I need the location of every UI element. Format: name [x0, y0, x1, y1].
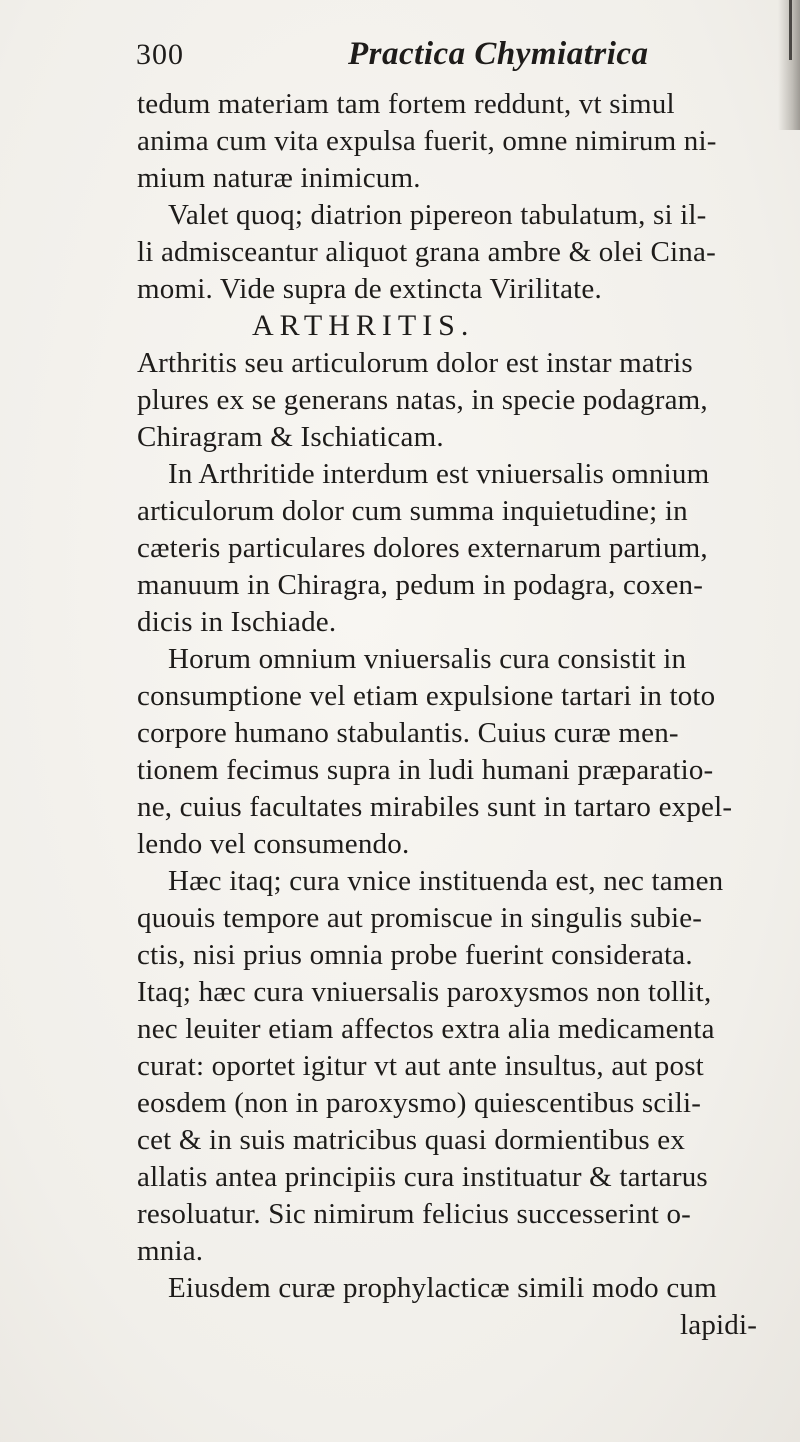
text-line: Valet quoq; diatrion pipereon tabulatum, si il-	[168, 199, 707, 231]
running-head: Practica Chymiatrica	[348, 36, 649, 72]
text-line: articulorum dolor cum summa inquietudine; in	[137, 495, 688, 527]
text-line: allatis antea principiis cura instituatur & tartarus	[137, 1161, 708, 1193]
text-line: dicis in Ischiade.	[137, 606, 337, 638]
text-line: cet & in suis matricibus quasi dormientibus ex	[137, 1124, 686, 1156]
catchword: lapidi-	[680, 1309, 758, 1341]
text-line: nec leuiter etiam affectos extra alia medicamenta	[137, 1013, 715, 1045]
page-header	[136, 38, 696, 86]
text-line: cæteris particulares dolores externarum partium,	[137, 532, 708, 564]
text-line: consumptione vel etiam expulsione tartari in toto	[137, 680, 716, 712]
section-heading: ARTHRITIS.	[252, 309, 475, 342]
text-line: quouis tempore aut promiscue in singulis subie-	[137, 902, 703, 934]
text-line: Itaq; hæc cura vniuersalis paroxysmos non tollit,	[137, 976, 712, 1008]
text-line: In Arthritide interdum est vniuersalis omnium	[168, 458, 710, 490]
text-line: ctis, nisi prius omnia probe fuerint considerata.	[137, 939, 693, 971]
page-number: 300	[136, 38, 184, 71]
text-line: Horum omnium vniuersalis cura consistit in	[168, 643, 687, 675]
text-line: Chiragram & Ischiaticam.	[137, 421, 444, 453]
text-line: corpore humano stabulantis. Cuius curæ men-	[137, 717, 679, 749]
text-line: lendo vel consumendo.	[137, 828, 410, 860]
text-line: manuum in Chiragra, pedum in podagra, coxen-	[137, 569, 704, 601]
text-line: Eiusdem curæ prophylacticæ simili modo cum	[168, 1272, 717, 1304]
text-line: mium naturæ inimicum.	[137, 162, 421, 194]
text-line: tionem fecimus supra in ludi humani præparatio-	[137, 754, 714, 786]
page-edge-line	[789, 0, 792, 60]
text-line: li admisceantur aliquot grana ambre & olei Cina-	[137, 236, 716, 268]
text-line: Arthritis seu articulorum dolor est instar matris	[137, 347, 693, 379]
text-line: plures ex se generans natas, in specie podagram,	[137, 384, 708, 416]
text-line: resoluatur. Sic nimirum felicius successerint o-	[137, 1198, 692, 1230]
text-line: curat: oportet igitur vt aut ante insultus, aut post	[137, 1050, 704, 1082]
text-line: anima cum vita expulsa fuerit, omne nimirum ni-	[137, 125, 717, 157]
text-line: ne, cuius facultates mirabiles sunt in tartaro expel-	[137, 791, 733, 823]
text-line: eosdem (non in paroxysmo) quiescentibus scili-	[137, 1087, 702, 1119]
text-line: mnia.	[137, 1235, 204, 1267]
text-line: momi. Vide supra de extincta Virilitate.	[137, 273, 602, 305]
text-line: tedum materiam tam fortem reddunt, vt simul	[137, 88, 675, 120]
text-line: Hæc itaq; cura vnice instituenda est, nec tamen	[168, 865, 724, 897]
